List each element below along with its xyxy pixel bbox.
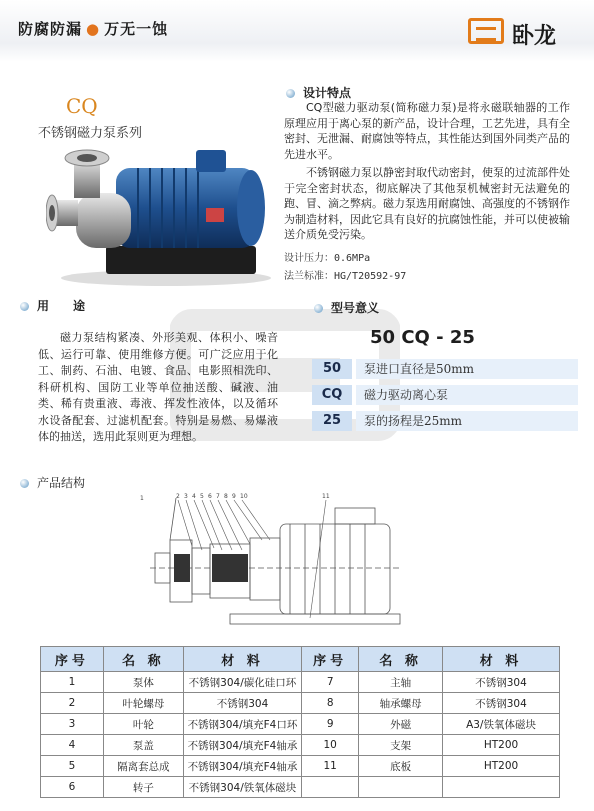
model-row: [312, 411, 578, 431]
cell: 8: [302, 693, 359, 714]
callout-label: 9: [232, 493, 236, 500]
bullet-icon: [286, 89, 295, 98]
cell: 泵盖: [103, 735, 183, 756]
table-row: [41, 693, 560, 714]
cell: 5: [41, 756, 104, 777]
bullet-icon: [20, 302, 29, 311]
slogan-part1: 防腐防漏: [18, 20, 83, 38]
table-row: [41, 756, 560, 777]
cell: 泵体: [103, 672, 183, 693]
design-paragraph-1: CQ型磁力驱动泵(简称磁力泵)是将永磁联轴器的工作原理应用于离心泵的新产品，设计合理，工艺先进，具有全密封、无泄漏、耐腐蚀等特点，其性能达到国外同类产品的先进水平。: [284, 101, 570, 161]
structure-title: 产品结构: [37, 476, 86, 490]
slogan: [18, 18, 168, 39]
model-code: 50: [312, 359, 352, 379]
design-flange: 法兰标准：HG/T20592-97: [284, 270, 407, 282]
cell: 支架: [359, 735, 443, 756]
design-heading: [286, 84, 351, 101]
bullet-icon: [20, 479, 29, 488]
cell: A3/铁氧体磁块: [443, 714, 560, 735]
logo-icon: [468, 18, 504, 44]
model-desc: 泵进口直径是50mm: [356, 359, 578, 379]
cell: 10: [302, 735, 359, 756]
col-header: 材 料: [183, 647, 301, 672]
cell: 1: [41, 672, 104, 693]
cell: 不锈钢304/填充F4轴承: [183, 735, 301, 756]
model-desc: 磁力驱动离心泵: [356, 385, 578, 405]
table-row: [41, 777, 560, 798]
design-body: [284, 100, 570, 282]
callout-label: 1: [140, 495, 144, 502]
callout-label: 7: [216, 493, 220, 500]
cell: 4: [41, 735, 104, 756]
callout-label: 10: [240, 493, 248, 500]
cell: 2: [41, 693, 104, 714]
cell: [443, 777, 560, 798]
usage-heading: [20, 297, 85, 314]
cell: 不锈钢304: [183, 693, 301, 714]
cell: 不锈钢304: [443, 693, 560, 714]
cell: 叶轮螺母: [103, 693, 183, 714]
structure-drawing: [130, 488, 410, 633]
cell: HT200: [443, 735, 560, 756]
design-title: 设计特点: [303, 86, 352, 100]
cell: 11: [302, 756, 359, 777]
callout-label: 4: [192, 493, 196, 500]
col-header: 名 称: [359, 647, 443, 672]
cell: 轴承螺母: [359, 693, 443, 714]
pump-image: [46, 138, 276, 288]
logo-text: 卧龙: [512, 24, 557, 49]
cell: 不锈钢304/填充F4口环: [183, 714, 301, 735]
cell: 底板: [359, 756, 443, 777]
design-paragraph-2: 不锈钢磁力泵以静密封取代动密封，使泵的过流部件处于完全密封状态，彻底解决了其他泵机械密封无法避免的跑、冒、滴之弊病。磁力泵选用耐腐蚀、高强度的不锈钢作为制造材料，因此它具有良好的抗腐蚀性能，并可以使被输送介质免受污染。: [284, 166, 570, 241]
model-row: [312, 385, 578, 405]
model-code: CQ: [312, 385, 352, 405]
col-header: 材 料: [443, 647, 560, 672]
model-code: 25: [312, 411, 352, 431]
callout-label: 11: [322, 493, 330, 500]
slogan-part2: 万无一蚀: [104, 20, 169, 38]
cell: 7: [302, 672, 359, 693]
model-desc: 泵的扬程是25mm: [356, 411, 578, 431]
cell: 不锈钢304: [443, 672, 560, 693]
table-row: [41, 672, 560, 693]
col-header: 序号: [302, 647, 359, 672]
callout-label: 8: [224, 493, 228, 500]
product-series: 不锈钢磁力泵系列: [38, 126, 143, 141]
model-example: 50 CQ - 25: [370, 327, 475, 348]
table-header-row: [41, 647, 560, 672]
cell: 转子: [103, 777, 183, 798]
col-header: 序号: [41, 647, 104, 672]
col-header: 名 称: [103, 647, 183, 672]
table-row: [41, 735, 560, 756]
product-code: CQ: [66, 94, 98, 118]
parts-table: [40, 646, 560, 798]
cell: 外磁: [359, 714, 443, 735]
model-row: [312, 359, 578, 379]
callout-label: 2: [176, 493, 180, 500]
model-title: 型号意义: [331, 301, 380, 315]
callout-label: 5: [200, 493, 204, 500]
cell: 不锈钢304/填充F4轴承: [183, 756, 301, 777]
callout-label: 6: [208, 493, 212, 500]
cell: 9: [302, 714, 359, 735]
cell: HT200: [443, 756, 560, 777]
cell: [302, 777, 359, 798]
cell: 不锈钢304/碳化硅口环: [183, 672, 301, 693]
cell: 叶轮: [103, 714, 183, 735]
usage-paragraph: 磁力泵结构紧凑、外形美观、体积小、噪音低、运行可靠、使用维修方便。可广泛应用于化工、制药、石油、电镀、食品、电影照相洗印、科研机构、国防工业等单位抽送酸、碱液、油类、稀有贵重液、毒液、挥发性液体，以及循环水设备配套、过滤机配套。特别是易燃、易爆液体的抽送，选用此泵则更为理想。: [38, 331, 278, 443]
cell: 隔离套总成: [103, 756, 183, 777]
cell: 主轴: [359, 672, 443, 693]
design-pressure: 设计压力：0.6MPa: [284, 252, 371, 264]
cell: 不锈钢304/铁氧体磁块: [183, 777, 301, 798]
bullet-icon: [314, 304, 323, 313]
callout-label: 3: [184, 493, 188, 500]
model-heading: [314, 299, 379, 316]
cell: 3: [41, 714, 104, 735]
table-row: [41, 714, 560, 735]
cell: 6: [41, 777, 104, 798]
usage-title: 用 途: [37, 299, 86, 313]
slogan-dot: ●: [86, 20, 101, 38]
cell: [359, 777, 443, 798]
structure-heading: [20, 474, 85, 491]
